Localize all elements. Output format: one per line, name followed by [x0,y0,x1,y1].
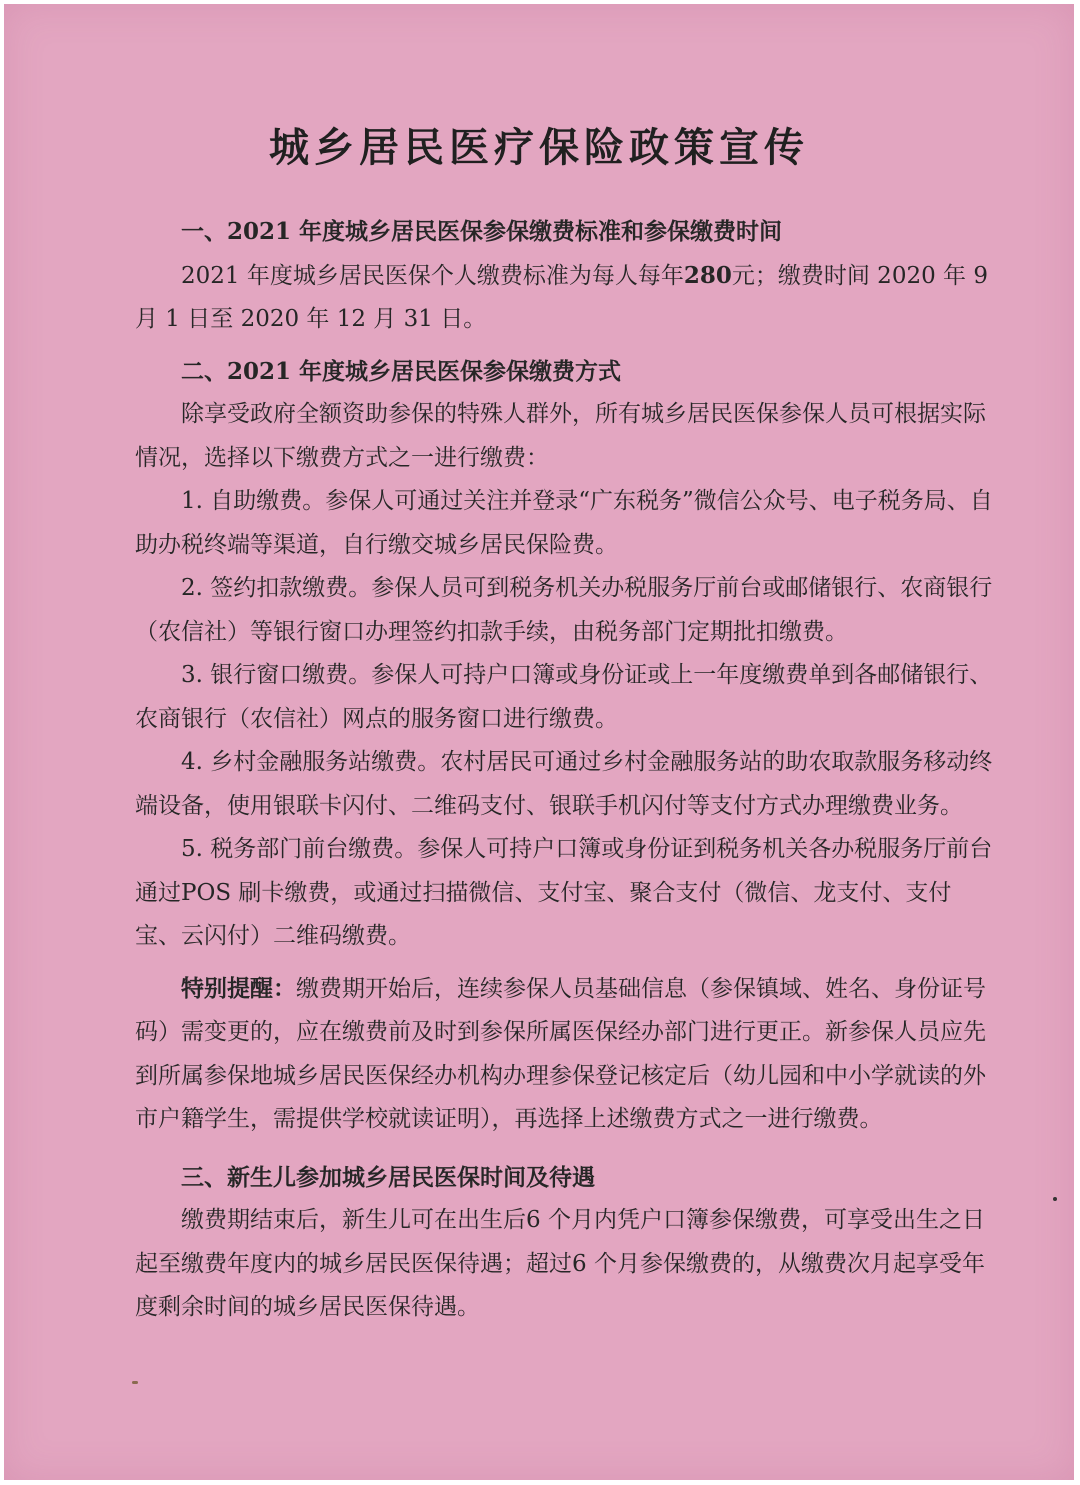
section-1-paragraph [135,254,997,342]
section-2-intro: 除享受政府全额资助参保的特殊人群外，所有城乡居民医保参保人员可根据实际情况，选择以下缴费方式之一进行缴费： [135,401,986,471]
scan-speck [132,1381,138,1384]
section-2-heading: 二、2021 年度城乡居民医保参保缴费方式 [181,357,622,385]
document-title: 城乡居民医疗保险政策宣传 [269,124,809,171]
special-reminder-text: 缴费期开始后，连续参保人员基础信息（参保镇域、姓名、身份证号码）需变更的，应在缴费前及时到参保所属医保经办部门进行更正。新参保人员应先到所属参保地城乡居民医保经办机构办理参保登记核定后（幼儿园和中小学就读的外市户籍学生，需提供学校就读证明），再选择上述缴费方式之一进行缴费。 [135,975,986,1132]
document-body [135,210,997,1330]
section-3-heading: 三、新生儿参加城乡居民医保时间及待遇 [181,1163,595,1191]
payment-method-1: 1. 自助缴费。参保人可通过关注并登录“广东税务”微信公众号、电子税务局、自助办税终端等渠道，自行缴交城乡居民保险费。 [135,488,993,558]
payment-method-2: 2. 签约扣款缴费。参保人员可到税务机关办税服务厅前台或邮储银行、农商银行（农信社）等银行窗口办理签约扣款手续，由税务部门定期批扣缴费。 [135,575,993,645]
section-3-paragraph: 缴费期结束后，新生儿可在出生后6 个月内凭户口簿参保缴费，可享受出生之日起至缴费年度内的城乡居民医保待遇；超过6 个月参保缴费的，从缴费次月起享受年度剩余时间的城乡居民医保待遇。 [135,1207,985,1320]
fee-standard-text: 2021 年度城乡居民医保个人缴费标准为每人每年 [181,262,684,289]
payment-method-5: 5. 税务部门前台缴费。参保人可持户口簿或身份证到税务机关各办税服务厅前台通过POS 刷卡缴费，或通过扫描微信、支付宝、聚合支付（微信、龙支付、支付宝、云闪付）二维码缴费。 [135,836,993,949]
payment-method-3: 3. 银行窗口缴费。参保人可持户口簿或身份证或上一年度缴费单到各邮储银行、农商银行（农信社）网点的服务窗口进行缴费。 [135,662,993,732]
fee-period-text: 元；缴费时间 2020 年 9 月 1 日至 2020 年 12 月 31 日。 [135,262,988,332]
document-page [4,4,1074,1480]
fee-amount: 280 [683,261,732,289]
payment-method-4: 4. 乡村金融服务站缴费。农村居民可通过乡村金融服务站的助农取款服务移动终端设备，使用银联卡闪付、二维码支付、银联手机闪付等支付方式办理缴费业务。 [135,749,993,819]
section-1-heading: 一、2021 年度城乡居民医保参保缴费标准和参保缴费时间 [181,218,783,245]
scan-speck [1053,1197,1057,1201]
special-reminder-label: 特别提醒： [181,974,296,1002]
special-reminder [135,967,997,1142]
